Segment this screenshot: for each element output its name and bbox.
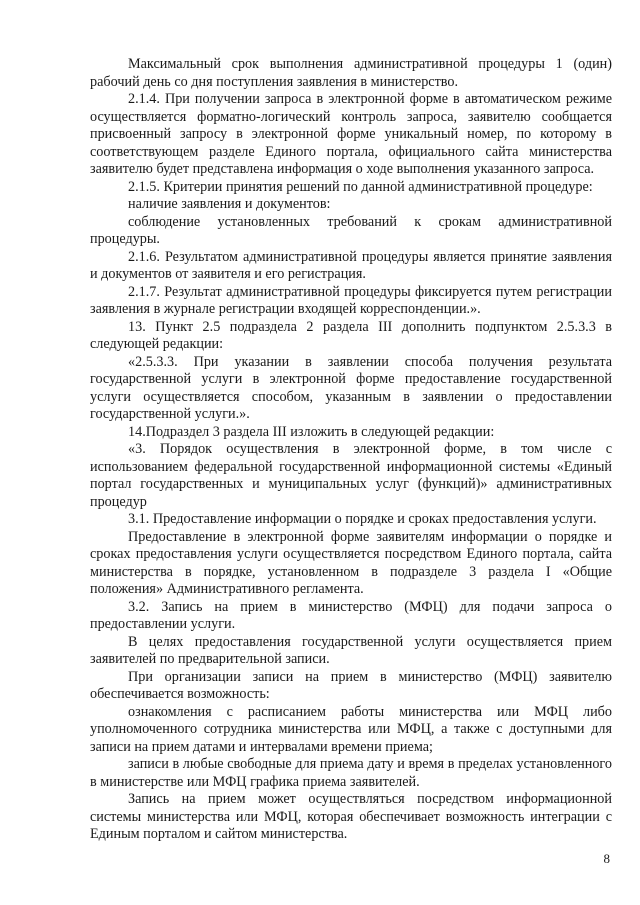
document-body (90, 56, 612, 844)
paragraph: 2.1.7. Результат административной процедуры фиксируется путем регистрации заявления в журнале регистрации входящей корреспонденции.». (90, 283, 612, 317)
paragraph: В целях предоставления государственной услуги осуществляется прием заявителей по предварительной записи. (90, 633, 612, 667)
paragraph: «3. Порядок осуществления в электронной форме, в том числе с использованием федеральной государственной информационной системы «Единый портал государственных и муниципальных услуг (функций)» административных процедур (90, 441, 612, 510)
paragraph: «2.5.3.3. При указании в заявлении способа получения результата государственной услуги в электронной форме предоставление государственной услуги осуществляется способом, указанным в заявлении о предоставлении государственной услуги.». (90, 353, 612, 422)
paragraph: записи в любые свободные для приема дату и время в пределах установленного в министерстве или МФЦ графика приема заявителей. (90, 756, 612, 790)
paragraph: соблюдение установленных требований к срокам административной процедуры. (90, 213, 612, 247)
page-number: 8 (603, 851, 610, 866)
paragraph: Максимальный срок выполнения административной процедуры 1 (один) рабочий день со дня поступления заявления в министерство. (90, 56, 612, 90)
paragraph: 2.1.4. При получении запроса в электронной форме в автоматическом режиме осуществляется форматно-логический контроль запроса, заявителю сообщается присвоенный запросу в электронной форме уникальный номер, по которому в соответствующем разделе Единого портала, официального сайта министерства заявителю будет представлена информация о ходе выполнения указанного запроса. (90, 91, 612, 177)
paragraph: 2.1.5. Критерии принятия решений по данной административной процедуре: (128, 178, 593, 195)
paragraph: 3.2. Запись на прием в министерство (МФЦ) для подачи запроса о предоставлении услуги. (90, 598, 612, 632)
paragraph: ознакомления с расписанием работы министерства или МФЦ либо уполномоченного сотрудника министерства или МФЦ, а также с доступными для записи на прием датами и интервалами времени приема; (90, 703, 612, 755)
paragraph: Запись на прием может осуществляться посредством информационной системы министерства или МФЦ, которая обеспечивает возможность интеграции с Единым порталом и сайтом министерства. (90, 791, 612, 842)
paragraph: 13. Пункт 2.5 подраздела 2 раздела III дополнить подпунктом 2.5.3.3 в следующей редакции: (90, 318, 612, 352)
paragraph: При организации записи на прием в министерство (МФЦ) заявителю обеспечивается возможность: (90, 668, 612, 702)
paragraph: 2.1.6. Результатом административной процедуры является принятие заявления и документов от заявителя и его регистрация. (90, 248, 612, 282)
paragraph: 3.1. Предоставление информации о порядке и сроках предоставления услуги. (128, 511, 597, 527)
paragraph: 14.Подраздел 3 раздела III изложить в следующей редакции: (128, 423, 495, 440)
paragraph: Предоставление в электронной форме заявителям информации о порядке и сроках предоставления услуги осуществляется посредством Единого портала, сайта министерства в порядке, установленном в подразделе 3 раздела I «Общие положения» Административного регламента. (90, 528, 612, 597)
paragraph: наличие заявления и документов: (128, 196, 331, 212)
